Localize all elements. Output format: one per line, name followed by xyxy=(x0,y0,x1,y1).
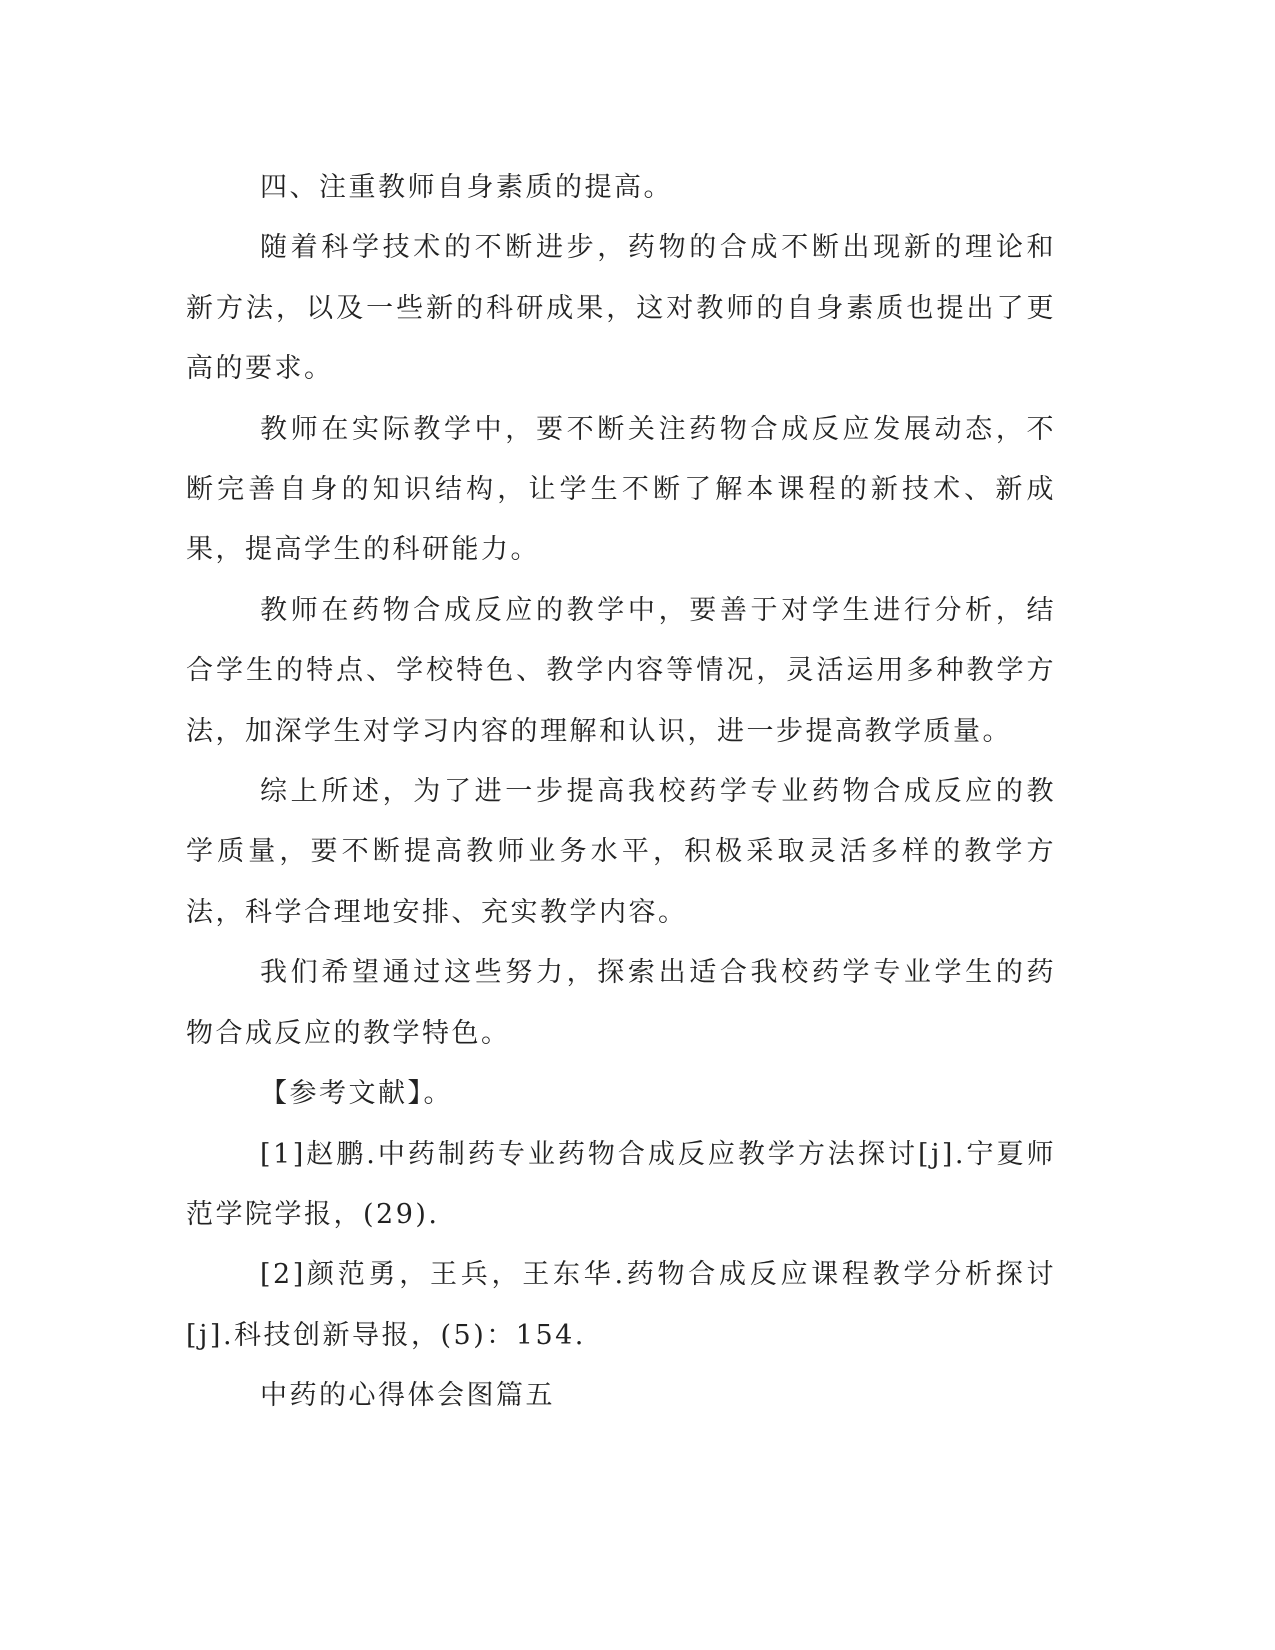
body-paragraph: 综上所述，为了进一步提高我校药学专业药物合成反应的教学质量，要不断提高教师业务水平，积极采取灵活多样的教学方法，科学合理地安排、充实教学内容。 xyxy=(186,776,1056,928)
body-paragraph: 教师在药物合成反应的教学中，要善于对学生进行分析，结合学生的特点、学校特色、教学内容等情况，灵活运用多种教学方法，加深学生对学习内容的理解和认识，进一步提高教学质量。 xyxy=(186,594,1056,747)
references-heading: 【参考文献】。 xyxy=(260,1078,453,1110)
section-heading-teacher-quality: 四、注重教师自身素质的提高。 xyxy=(260,172,673,203)
reference-item: [2]颜范勇，王兵，王东华.药物合成反应课程教学分析探讨[j].科技创新导报，(5)：154. xyxy=(186,1259,1056,1351)
body-paragraph: 随着科学技术的不断进步，药物的合成不断出现新的理论和新方法，以及一些新的科研成果，这对教师的自身素质也提出了更高的要求。 xyxy=(186,232,1056,385)
document-body xyxy=(186,158,1056,1427)
section-title-next: 中药的心得体会图篇五 xyxy=(260,1380,555,1412)
body-paragraph: 我们希望通过这些努力，探索出适合我校药学专业学生的药物合成反应的教学特色。 xyxy=(186,957,1056,1049)
body-paragraph: 教师在实际教学中，要不断关注药物合成反应发展动态，不断完善自身的知识结构，让学生不断了解本课程的新技术、新成果，提高学生的科研能力。 xyxy=(186,413,1056,566)
reference-item: [1]赵鹏.中药制药专业药物合成反应教学方法探讨[j].宁夏师范学院学报，(29). xyxy=(186,1138,1056,1230)
